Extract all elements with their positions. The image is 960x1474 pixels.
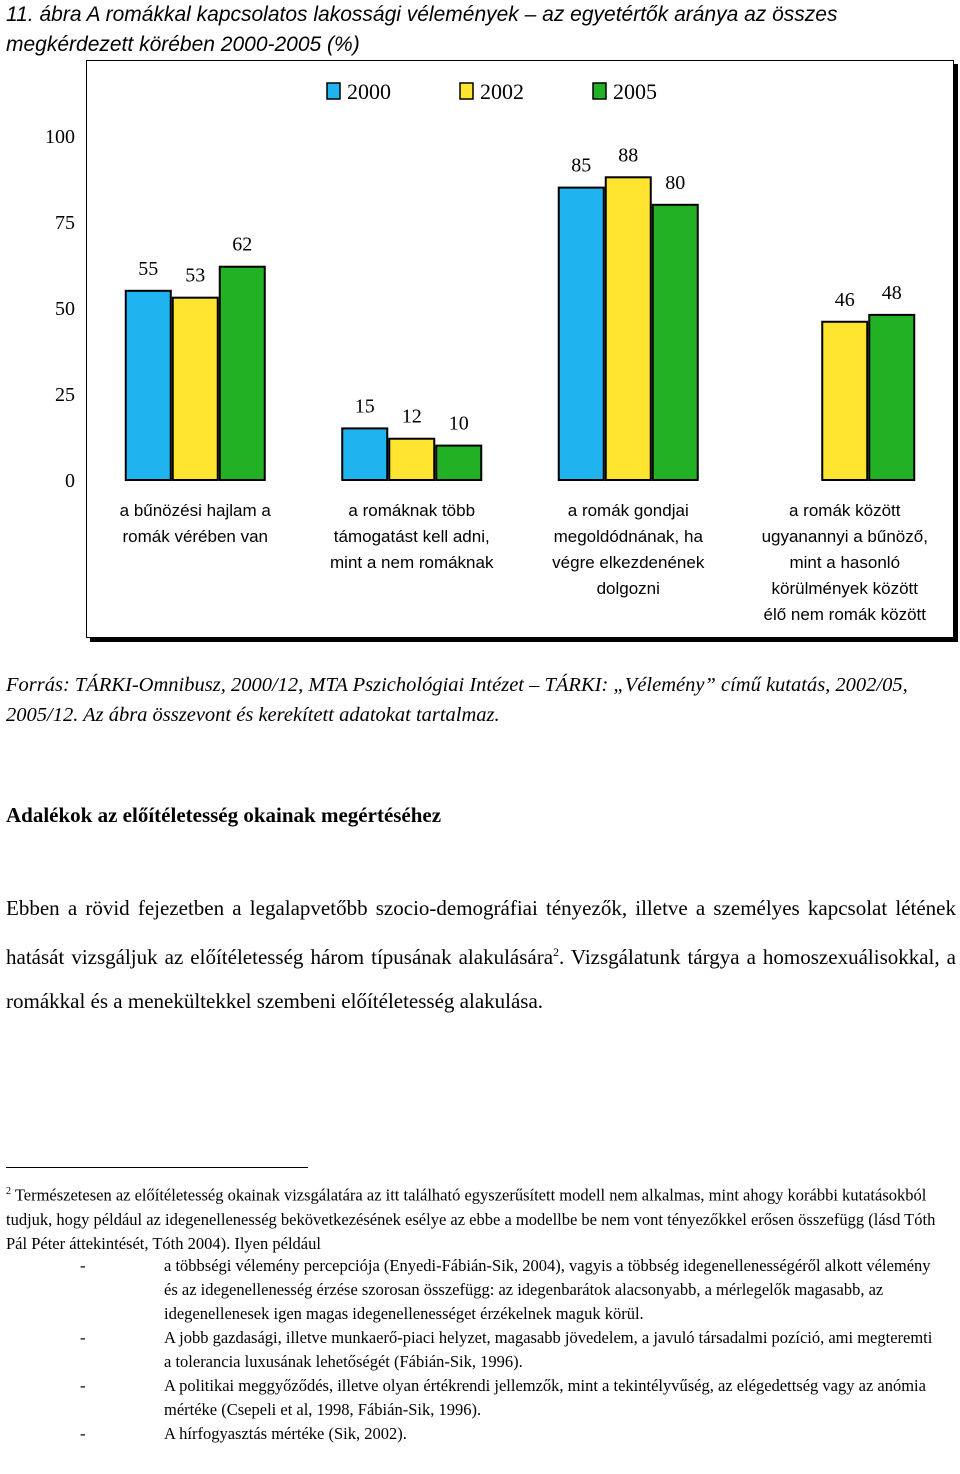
category-label: a romák gondjai	[567, 501, 689, 520]
bar	[822, 322, 867, 480]
legend-label: 2000	[347, 79, 391, 104]
section-heading: Adalékok az előítéletesség okainak megértéséhez	[6, 803, 442, 827]
bar	[220, 267, 265, 480]
legend-swatch	[327, 83, 340, 99]
footnote	[6, 1180, 956, 1256]
bar	[559, 188, 604, 480]
y-tick-label: 75	[55, 212, 75, 234]
list-item-text: a többségi vélemény percepciója (Enyedi-Fábián-Sik, 2004), vagyis a többség idegenellenességéről alkott vélemény és az idegenellenesség érzése szorosan összefügg: az idegenbarátok alacsonyabb, a mérlegelők magasabb, az idegenellenesek igen magas idegenellenességet érzékelnek maguk körül.	[164, 1256, 931, 1323]
footnote-marker: 2	[6, 1186, 11, 1197]
list-dash: -	[80, 1328, 86, 1347]
category-label: megoldódnának, ha	[553, 527, 703, 546]
legend-label: 2002	[480, 79, 524, 104]
category-label: élő nem romák között	[763, 605, 927, 624]
legend-swatch	[460, 83, 473, 99]
chart-frame	[45, 60, 954, 638]
y-tick-label: 25	[55, 384, 75, 406]
data-label: 48	[881, 281, 902, 304]
bar	[606, 177, 651, 480]
bar	[173, 298, 218, 480]
y-tick-label: 100	[45, 126, 75, 148]
footnote-text: Természetesen az előítéletesség okainak vizsgálatára az itt található egyszerűsített modell nem alkalmas, mint ahogy korábbi kutatásokból tudjuk, hogy például az idegenellenesség bekövetkezésének esélye az ebbe a modellbe be nem vont tényezőkkel erősen összefügg (lásd Tóth Pál Péter áttekintését, Tóth 2004). Ilyen például	[6, 1185, 936, 1253]
footnote-reference[interactable]: 2	[553, 945, 560, 959]
category-label: dolgozni	[596, 579, 660, 598]
source-note: Forrás: TÁRKI-Omnibusz, 2000/12, MTA Pszichológiai Intézet – TÁRKI: „Vélemény” című kutatás, 2002/05, 2005/12. Az ábra összevont és kerekített adatokat tartalmaz.	[6, 674, 908, 726]
data-label: 53	[185, 264, 206, 287]
figure-title: 11. ábra A romákkal kapcsolatos lakossági vélemények – az egyetértők aránya az összes megkérdezett körében 2000-2005 (%)	[6, 3, 838, 56]
data-label: 12	[401, 405, 422, 428]
data-label: 62	[232, 233, 253, 256]
category-label: romák vérében van	[122, 527, 269, 546]
category-label: mint a hasonló	[789, 553, 901, 572]
paragraph-text-cont: . Vizsgálatunk tárgya a homoszexuálisokkal, a romákkal és a menekültekkel szembeni előítéletesség alakulása.	[6, 945, 956, 1013]
y-tick-label: 0	[65, 470, 75, 492]
category-label: körülmények között	[771, 579, 918, 598]
data-label: 55	[138, 257, 159, 280]
data-label: 10	[448, 412, 469, 435]
bar	[653, 205, 698, 480]
bar	[342, 428, 387, 480]
paragraph-text: Ebben a rövid fejezetben a legalapvetőbb szocio-demográfiai tényezők, illetve a személyes kapcsolat létének hatását vizsgáljuk az előítéletesség három típusának alakulására	[6, 896, 956, 969]
data-label: 88	[618, 144, 639, 167]
data-label: 85	[571, 154, 592, 177]
data-label: 80	[665, 171, 686, 194]
bar	[869, 315, 914, 480]
list-item	[0, 1422, 934, 1446]
list-item-text: A jobb gazdasági, illetve munkaerő-piaci helyzet, magasabb jövedelem, a javuló társadalmi pozíció, ami megteremti a tolerancia luxusának lehetőségét (Fábián-Sik, 1996).	[164, 1328, 933, 1371]
category-label: a romáknak több	[348, 501, 476, 520]
bar	[389, 439, 434, 480]
category-label: támogatást kell adni,	[333, 527, 490, 546]
list-item	[0, 1374, 934, 1422]
list-item-text: A politikai meggyőződés, illetve olyan értékrendi jellemzők, mint a tekintélyvűség, az elégedettség vagy az anómia mértéke (Csepeli et al, 1998, Fábián-Sik, 1996).	[164, 1376, 926, 1419]
list-item-text: A hírfogyasztás mértéke (Sik, 2002).	[164, 1424, 407, 1443]
legend-swatch	[593, 83, 606, 99]
data-label: 46	[834, 288, 855, 311]
list-item	[0, 1326, 934, 1374]
list-dash: -	[80, 1256, 86, 1275]
category-label: végre elkezdenének	[552, 553, 705, 572]
bar	[126, 291, 171, 480]
category-label: mint a nem romáknak	[330, 553, 494, 572]
bar	[436, 446, 481, 480]
footnote-separator	[6, 1167, 308, 1168]
category-label: a romák között	[789, 501, 901, 520]
category-label: ugyanannyi a bűnöző,	[761, 527, 928, 546]
list-dash: -	[80, 1376, 86, 1395]
data-label: 15	[354, 395, 375, 418]
bar-chart	[45, 61, 953, 637]
list-dash: -	[80, 1424, 86, 1443]
category-label: a bűnözési hajlam a	[119, 501, 271, 520]
footnote-list	[0, 1254, 960, 1446]
list-item	[0, 1254, 934, 1326]
body-paragraph	[6, 886, 956, 1023]
y-tick-label: 50	[55, 298, 75, 320]
legend-label: 2005	[613, 79, 657, 104]
